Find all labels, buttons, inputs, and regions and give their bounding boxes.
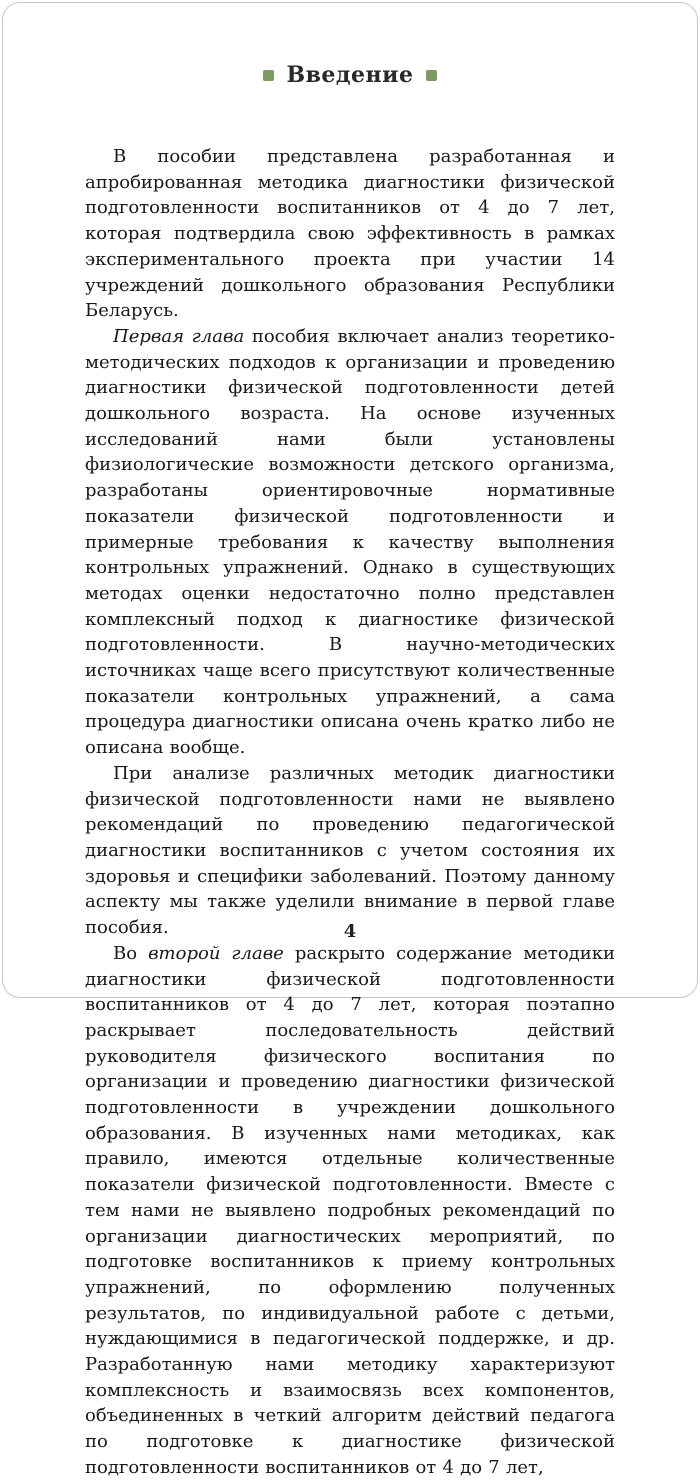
decor-square-icon — [426, 70, 437, 81]
page-content — [85, 62, 615, 1481]
body-text: Во — [113, 942, 149, 964]
paragraph — [85, 144, 615, 324]
chapter-heading — [85, 62, 615, 88]
page-body — [85, 144, 615, 1481]
body-text: В пособии представлена разработанная и апробированная методика диагностики физической подготовленности воспитанников от 4 до 7 лет, которая подтвердила свою эффективность в рамках экспериментального проекта при участии 14 учреждений дошкольного образования Республики Беларусь. — [85, 146, 615, 322]
italic-text: Первая глава — [113, 325, 245, 347]
paragraph — [85, 324, 615, 761]
page-number: 4 — [343, 921, 357, 942]
body-text: пособия включает анализ теоретико-методических подходов к организации и проведению диагностики физической подготовленности детей дошкольного возраста. На основе изученных исследований нами были установлены физиологические возможности детского организма, разработаны ориентировочные нормативные показатели физической подготовленности и примерные требования к качеству выполнения контрольных упражнений. Однако в существующих методах оценки недостаточно полно представлен комплексный подход к диагностике физической подготовленности. В научно-методических источниках чаще всего присутствуют количественные показатели контрольных упражнений, а сама процедура диагностики описана очень кратко либо не описана вообще. — [85, 325, 615, 759]
decor-square-icon — [263, 70, 274, 81]
paragraph — [85, 941, 615, 1481]
italic-text: второй главе — [148, 942, 284, 964]
body-text: При анализе различных методик диагностики физической подготовленности нами не выявлено рекомендаций по проведению педагогической диагностики воспитанников с учетом состояния их здоровья и специфики заболеваний. Поэтому данному аспекту мы также уделили внимание в первой главе пособия. — [85, 762, 615, 939]
paragraph — [85, 761, 615, 941]
page-title: Введение — [286, 62, 414, 88]
body-text: раскрыто содержание методики диагностики физической подготовленности воспитанников от 4 до 7 лет, которая поэтапно раскрывает последовательность действий руководителя физического воспитания по организации и проведению диагностики физической подготовленности в учреждении дошкольного образования. В изученных нами методиках, как правило, имеются отдельные количественные показатели физической подготовленности. Вместе с тем нами не выявлено подробных рекомендаций по организации диагностических мероприятий, по подготовке воспитанников к приему контрольных упражнений, по оформлению полученных результатов, по индивидуальной работе с детьми, нуждающимися в педагогической поддержке, и др. Разработанную нами методику характеризуют комплексность и взаимосвязь всех компонентов, объединенных в четкий алгоритм действий педагога по подготовке к диагностике физической подготовленности воспитанников от 4 до 7 лет, — [85, 942, 615, 1478]
